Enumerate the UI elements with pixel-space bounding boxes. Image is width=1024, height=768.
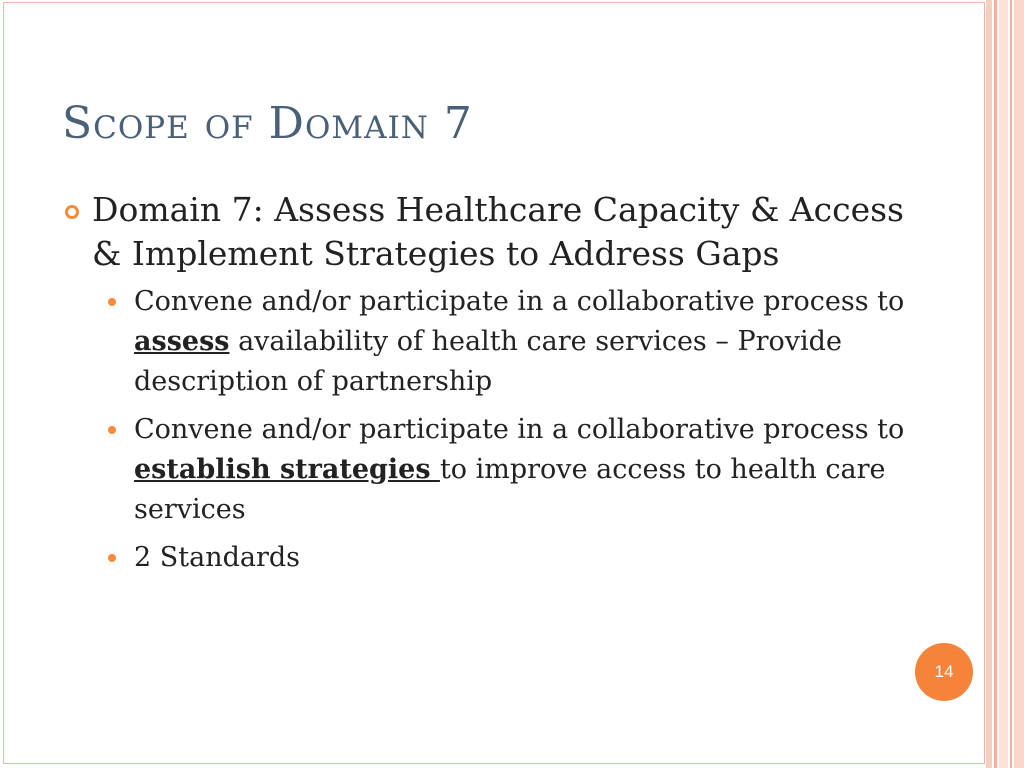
- sub-bullet-text: Convene and/or participate in a collaborative process to: [134, 286, 905, 317]
- keyword-establish-strategies: establish strategies: [134, 454, 440, 485]
- border-stripe: [986, 0, 992, 768]
- slide-content: [62, 188, 942, 586]
- border-stripe: [999, 0, 1008, 768]
- bullet-level-1: [62, 188, 942, 276]
- sub-bullet-item: [104, 538, 942, 578]
- page-number-badge: 14: [915, 643, 973, 701]
- ring-bullet-icon: [65, 205, 79, 219]
- dot-bullet-icon: [108, 554, 116, 562]
- border-stripe: [1014, 0, 1024, 768]
- sub-bullet-item: [104, 410, 942, 530]
- keyword-assess: assess: [134, 326, 230, 357]
- sub-bullet-list: [62, 282, 942, 578]
- sub-bullet-text: to improve access to health care services: [134, 454, 886, 525]
- sub-bullet-text: Convene and/or participate in a collaborative process to: [134, 414, 905, 445]
- dot-bullet-icon: [108, 426, 116, 434]
- bullet-text: Domain 7: Assess Healthcare Capacity & Access & Implement Strategies to Address Gaps: [92, 190, 904, 273]
- sub-bullet-text: availability of health care services – Provide description of partnership: [134, 326, 842, 397]
- dot-bullet-icon: [108, 298, 116, 306]
- border-stripe: [994, 0, 997, 768]
- sub-bullet-item: [104, 282, 942, 402]
- border-stripe: [1010, 0, 1012, 768]
- slide-title: Scope of Domain 7: [62, 98, 473, 149]
- sub-bullet-text: 2 Standards: [134, 542, 301, 573]
